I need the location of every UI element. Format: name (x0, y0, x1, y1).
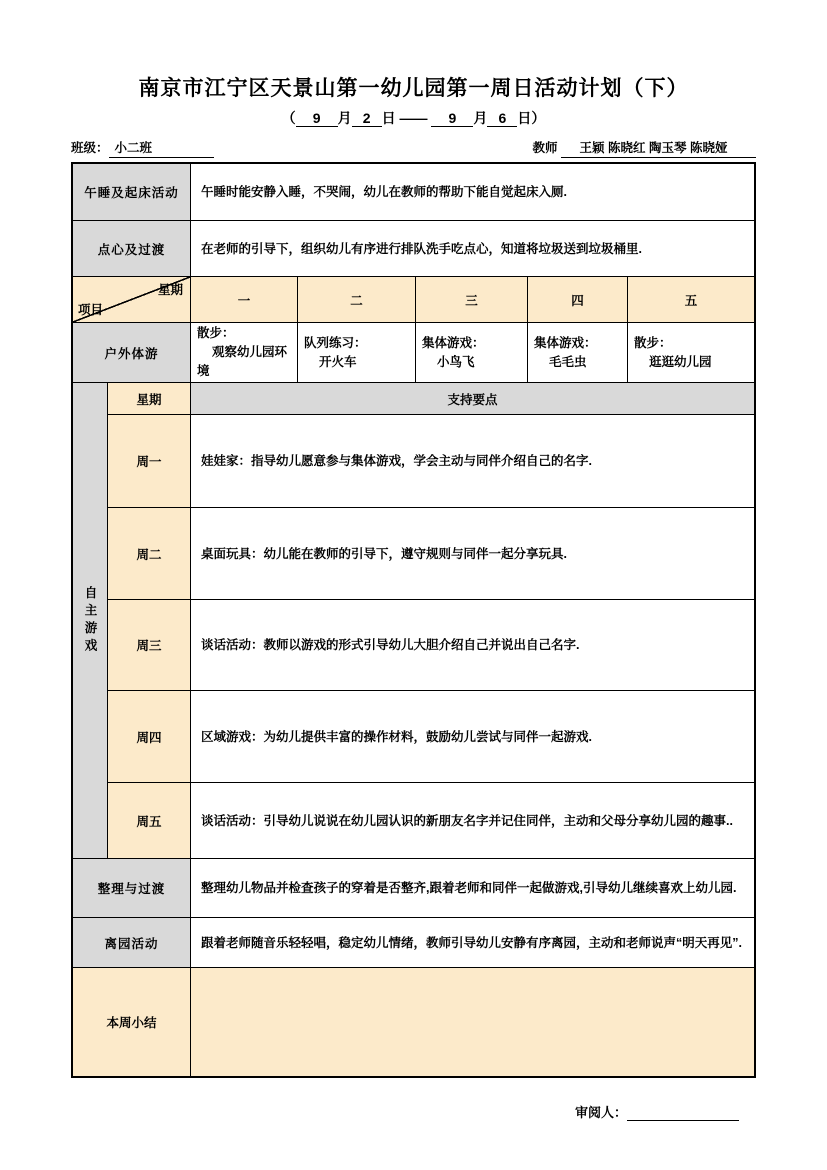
autonomous-row-tue (108, 508, 754, 600)
snack-content: 在老师的引导下，组织幼儿有序进行排队洗手吃点心，知道将垃圾送到垃圾桶里. (191, 221, 754, 276)
outdoor-tue-name: 开火车 (319, 354, 357, 369)
outdoor-thu-type: 集体游戏： (534, 335, 597, 350)
date-range (0, 108, 827, 128)
leave-content: 跟着老师随音乐轻轻唱，稳定幼儿情绪，教师引导幼儿安静有序离园，主动和老师说声“明天再见”. (191, 918, 754, 967)
autonomous-tue-content: 桌面玩具：幼儿能在教师的引导下，遵守规则与同伴一起分享玩具. (191, 508, 754, 599)
outdoor-thu (528, 323, 628, 382)
date-dash: —— (399, 110, 428, 126)
table-row-outdoor (73, 323, 754, 383)
leave-label: 离园活动 (73, 918, 191, 967)
date-month1-label: 月 (337, 110, 352, 126)
date-day1-label: 日 (381, 110, 396, 126)
table-row-tidy (73, 859, 754, 918)
activity-plan-table (71, 162, 756, 1078)
weekday-header-wed: 三 (416, 277, 528, 322)
teacher-info (533, 138, 757, 158)
autonomous-rows (108, 383, 754, 858)
autonomous-row-fri (108, 783, 754, 858)
autonomous-header-row (108, 383, 754, 415)
autonomous-wed-label: 周三 (108, 600, 191, 690)
tidy-label: 整理与过渡 (73, 859, 191, 917)
weekday-header-tue: 二 (298, 277, 416, 322)
autonomous-tue-label: 周二 (108, 508, 191, 599)
autonomous-thu-label: 周四 (108, 691, 191, 782)
reviewer-signature-field (627, 1107, 739, 1121)
outdoor-fri-name: 逛逛幼儿园 (649, 354, 712, 369)
date-close-paren: ） (531, 110, 546, 126)
table-row-nap (73, 164, 754, 221)
outdoor-label: 户外体游 (73, 323, 191, 382)
autonomous-fri-content: 谈话活动：引导幼儿说说在幼儿园认识的新朋友名字并记住同伴，主动和父母分享幼儿园的趣事.. (191, 783, 754, 858)
page-title: 南京市江宁区天景山第一幼儿园第一周日活动计划（下） (138, 77, 689, 100)
date-month2-field: 9 (431, 110, 473, 127)
weekday-header-mon: 一 (191, 277, 298, 322)
autonomous-fri-label: 周五 (108, 783, 191, 858)
table-row-summary (73, 968, 754, 1076)
autonomous-week-header: 星期 (108, 383, 191, 414)
nap-content: 午睡时能安静入睡，不哭闹，幼儿在教师的帮助下能自觉起床入厕. (191, 164, 754, 220)
autonomous-vertical-label-cell (73, 383, 108, 858)
tidy-content: 整理幼儿物品并检查孩子的穿着是否整齐,跟着老师和同伴一起做游戏,引导幼儿继续喜欢上幼儿园. (191, 859, 754, 917)
autonomous-mon-label: 周一 (108, 415, 191, 507)
autonomous-row-mon (108, 415, 754, 508)
nap-label: 午睡及起床活动 (73, 164, 191, 220)
summary-content (191, 968, 754, 1076)
class-info (71, 138, 214, 158)
table-row-leave (73, 918, 754, 968)
info-line (71, 138, 756, 158)
autonomous-mon-content: 娃娃家：指导幼儿愿意参与集体游戏，学会主动与同伴介绍自己的名字. (191, 415, 754, 507)
outdoor-fri (628, 323, 754, 382)
autonomous-points-header: 支持要点 (191, 383, 754, 414)
reviewer-line (0, 1102, 827, 1121)
reviewer-label: 审阅人： (574, 1105, 627, 1120)
outdoor-mon-type: 散步： (197, 326, 235, 341)
summary-label: 本周小结 (73, 968, 191, 1076)
class-value-field: 小二班 (109, 138, 214, 158)
corner-item-label: 项目 (78, 303, 104, 317)
autonomous-thu-content: 区域游戏：为幼儿提供丰富的操作材料，鼓励幼儿尝试与同伴一起游戏. (191, 691, 754, 782)
snack-label: 点心及过渡 (73, 221, 191, 276)
date-day1-field: 2 (352, 110, 382, 127)
autonomous-games-section (73, 383, 754, 859)
date-day2-field: 6 (487, 110, 517, 127)
autonomous-row-wed (108, 600, 754, 691)
weekday-header-thu: 四 (528, 277, 628, 322)
date-open-paren: （ (281, 110, 296, 126)
autonomous-vertical-label: 自主游戏 (83, 585, 97, 656)
weekday-header-fri: 五 (628, 277, 754, 322)
outdoor-wed-type: 集体游戏： (422, 335, 485, 350)
date-day2-label: 日 (517, 110, 532, 126)
table-row-snack (73, 221, 754, 277)
teacher-value-field: 王颖 陈晓红 陶玉琴 陈晓娅 (561, 138, 756, 158)
outdoor-fri-type: 散步： (634, 335, 672, 350)
outdoor-wed (416, 323, 528, 382)
autonomous-row-thu (108, 691, 754, 783)
outdoor-thu-name: 毛毛虫 (549, 354, 587, 369)
teacher-label: 教师 (532, 141, 558, 155)
outdoor-wed-name: 小鸟飞 (437, 354, 475, 369)
diagonal-corner-cell (73, 277, 191, 322)
date-month2-label: 月 (473, 110, 488, 126)
outdoor-mon (191, 323, 298, 382)
outdoor-tue (298, 323, 416, 382)
date-month1-field: 9 (296, 110, 338, 127)
class-label: 班级： (71, 141, 109, 155)
corner-week-label: 星期 (157, 283, 183, 297)
outdoor-tue-type: 队列练习： (304, 335, 367, 350)
table-row-week-header (73, 277, 754, 323)
outdoor-mon-name: 观察幼儿园环境 (197, 345, 288, 378)
autonomous-wed-content: 谈话活动：教师以游戏的形式引导幼儿大胆介绍自己并说出自己名字. (191, 600, 754, 690)
